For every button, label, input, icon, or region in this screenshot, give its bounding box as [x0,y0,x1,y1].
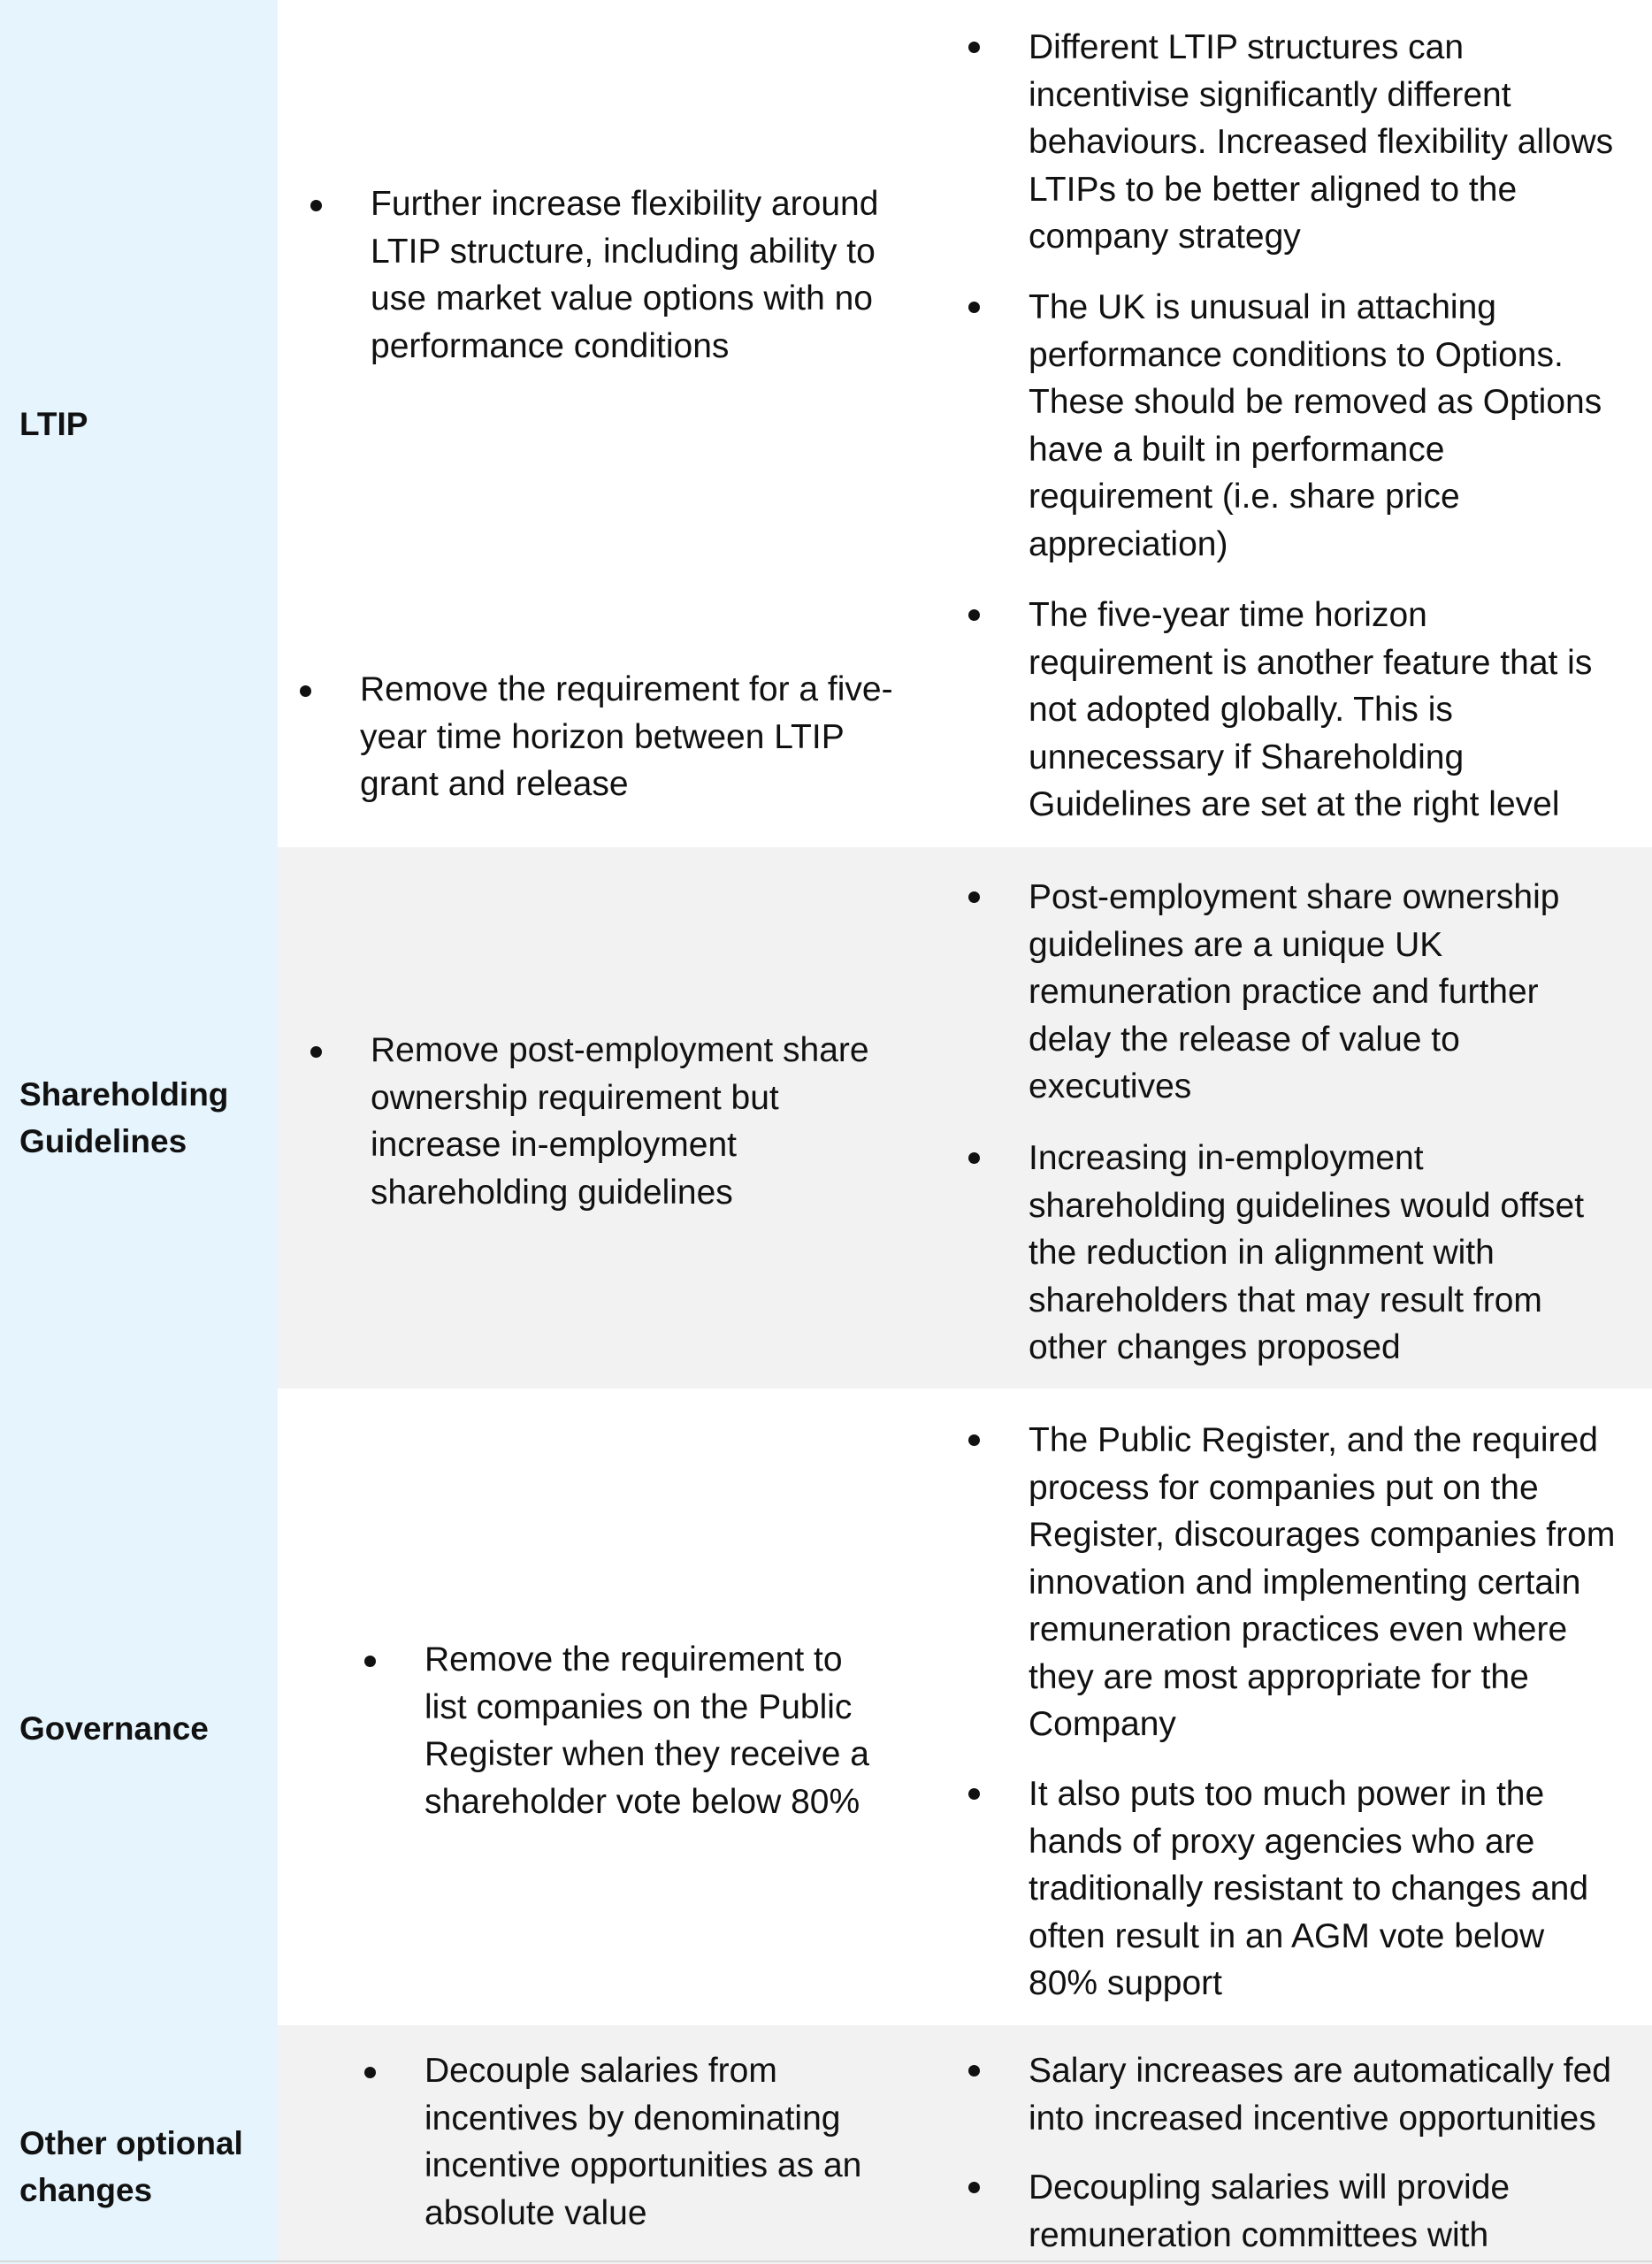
proposal-text: Remove post-employment share ownership requirement but increase in-employment shareholding guidelines [371,1031,869,1212]
proposal-text: Further increase flexibility around LTIP structure, including ability to use market value options with no performance conditions [371,185,879,365]
bullet-dot [968,891,980,903]
bullet-dot [968,1788,980,1800]
rationale-text: The UK is unusual in attaching performance conditions to Options. These should be removed as Options have a built in performance requirement (i.e. share price appreciation) [1029,288,1602,563]
proposal-text: Decouple salaries from incentives by denominating incentive opportunities as an absolute value [424,2052,862,2232]
rationale-text: Increasing in-employment shareholding guidelines would offset the reduction in alignment with shareholders that may result from other changes proposed [1029,1139,1585,1366]
bullet-dot [310,200,322,211]
table-row-governance [0,1388,1652,2025]
row-label: Shareholding Guidelines [19,1076,229,1159]
bullet-dot [968,1434,980,1446]
rationale-text: Salary increases are automatically fed into increased incentive opportunities [1029,2052,1611,2138]
bullet-dot [968,1152,980,1164]
row-label-cell [0,0,278,847]
table-row-shareholding-guidelines [0,847,1652,1388]
rationale-text: Different LTIP structures can incentivise significantly different behaviours. Increased flexibility allows LTIPs to be better aligned to the company strategy [1029,28,1614,256]
row-label-cell [0,1388,278,2025]
bullet-dot [310,1046,322,1058]
row-label: Governance [19,1710,209,1747]
bullet-dot [968,2065,980,2077]
bullet-dot [968,302,980,313]
bullet-dot [300,685,311,697]
row-label: Other optional changes [19,2125,243,2208]
rationale-text: The five-year time horizon requirement is another feature that is not adopted globally. This is unnecessary if Shareholding Guidelines are set at the right level [1029,596,1593,823]
proposal-text: Remove the requirement to list companies on the Public Register when they receive a shareholder vote below 80% [424,1641,869,1821]
proposal-text: Remove the requirement for a five- year time horizon between LTIP grant and release [360,670,893,803]
bullet-dot [364,1656,376,1667]
row-label-cell [0,2025,278,2264]
bottom-rule [0,2260,1652,2262]
bullet-dot [968,42,980,53]
row-label-cell [0,847,278,1388]
bullet-dot [968,2182,980,2193]
rationale-text: Post-employment share ownership guidelines are a unique UK remuneration practice and further delay the release of value to executives [1029,878,1560,1105]
rationale-text: The Public Register, and the required process for companies put on the Register, discourages companies from innovation and implementing certain remuneration practices even where they are most appropriate for the Company [1029,1421,1616,1743]
bullet-dot [364,2067,376,2078]
rationale-text: Decoupling salaries will provide remuneration committees with [1029,2168,1511,2254]
rationale-text: It also puts too much power in the hands of proxy agencies who are traditionally resistant to changes and often result in an AGM vote below 80% support [1029,1775,1589,2002]
table-row-other-optional-changes [0,2025,1652,2264]
table-row-ltip [0,0,1652,847]
bullet-dot [968,609,980,621]
row-label: LTIP [19,406,88,442]
